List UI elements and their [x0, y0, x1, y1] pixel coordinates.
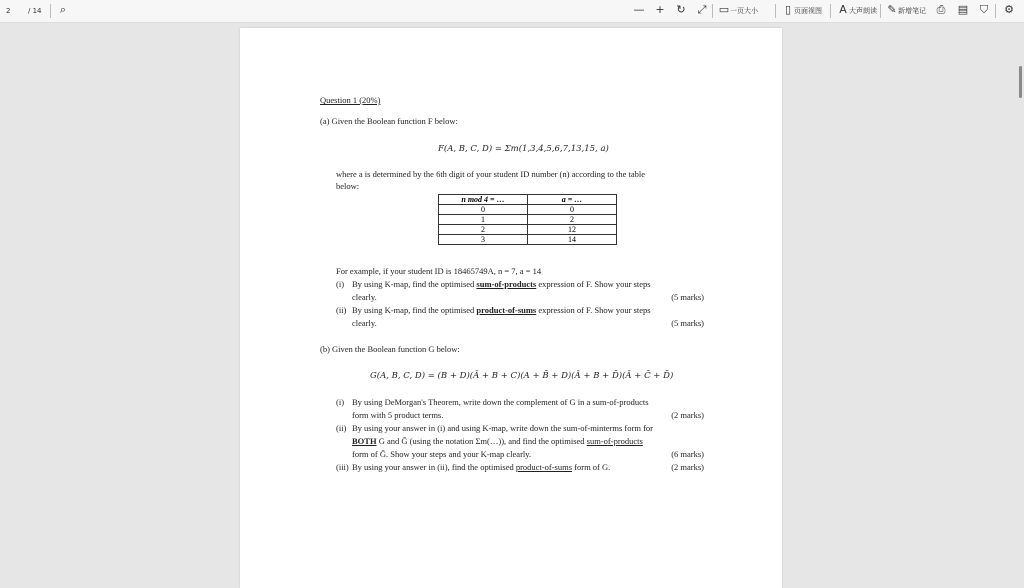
- divider: [775, 4, 776, 18]
- table-row: 1 2: [439, 215, 617, 225]
- table-header: a = …: [528, 195, 617, 205]
- function-g: G(A, B, C, D) = (B + D)(Ā + B + C)(A + B̄ + D)(Ā + B + D̄)(Ā + C̄ + D̄): [370, 371, 674, 381]
- b-ii-text-2: BOTH G and Ḡ (using the notation Σm(…)), and find the optimised sum-of-products: [352, 436, 643, 446]
- print-icon[interactable]: ⎙: [936, 3, 946, 16]
- divider: [830, 4, 831, 18]
- table-row: 3 14: [439, 235, 617, 245]
- a-i-label: (i): [336, 279, 345, 289]
- b-i-text-2: form with 5 product terms.: [352, 410, 444, 420]
- table-row: 0 0: [439, 205, 617, 215]
- search-icon[interactable]: ⌕: [59, 3, 67, 16]
- a-i-text: By using K-map, find the optimised sum-of-products expression of F. Show your steps: [352, 279, 651, 289]
- where-line-1: where a is determined by the 6th digit of your student ID number (n) according to the table: [336, 169, 645, 179]
- a-i-text-2: clearly.: [352, 292, 377, 302]
- vertical-scrollbar[interactable]: [1019, 66, 1022, 98]
- settings-icon[interactable]: ⚙: [1004, 3, 1014, 16]
- divider: [995, 4, 996, 18]
- b-iii-text: By using your answer in (ii), find the optimised product-of-sums form of G.: [352, 462, 611, 472]
- part-b-intro: (b) Given the Boolean function G below:: [320, 344, 460, 354]
- function-f: F(A, B, C, D) = Σm(1,3,4,5,6,7,13,15, a): [438, 144, 609, 154]
- b-i-marks: (2 marks): [671, 410, 704, 420]
- page-view-button[interactable]: ▭一页大小: [718, 3, 758, 16]
- zoom-out-button[interactable]: —: [633, 3, 645, 16]
- a-ii-text: By using K-map, find the optimised product-of-sums expression of F. Show your steps: [352, 305, 651, 315]
- pdf-toolbar: [0, 0, 1024, 23]
- save-as-icon[interactable]: ⛉: [979, 3, 989, 16]
- b-i-label: (i): [336, 397, 345, 407]
- read-aloud-button[interactable]: A大声朗读: [839, 3, 877, 16]
- b-i-text: By using DeMorgan's Theorem, write down the complement of G in a sum-of-products: [352, 397, 649, 407]
- divider: [880, 4, 881, 18]
- reading-view-button[interactable]: ▯ 页面视图: [784, 3, 822, 16]
- question-title: Question 1 (20%): [320, 95, 381, 105]
- a-ii-marks: (5 marks): [671, 318, 704, 328]
- b-ii-text-3: form of Ḡ. Show your steps and your K-map clearly.: [352, 449, 532, 459]
- b-iii-label: (iii): [336, 462, 349, 472]
- page-total: / 14: [28, 7, 42, 15]
- b-ii-marks: (6 marks): [671, 449, 704, 459]
- divider: [712, 4, 713, 18]
- a-ii-text-2: clearly.: [352, 318, 377, 328]
- pdf-page: [240, 28, 782, 588]
- where-line-2: below:: [336, 181, 360, 191]
- b-ii-label: (ii): [336, 423, 347, 433]
- draw-button[interactable]: ✎新增笔记: [887, 3, 926, 16]
- divider: [50, 4, 51, 18]
- save-icon[interactable]: ▤: [957, 3, 969, 16]
- a-ii-label: (ii): [336, 305, 347, 315]
- a-i-marks: (5 marks): [671, 292, 704, 302]
- page-number-input[interactable]: 2: [6, 7, 11, 15]
- table-header: n mod 4 = …: [439, 195, 528, 205]
- example-text: For example, if your student ID is 18465749A, n = 7, a = 14: [336, 266, 542, 276]
- fit-page-icon[interactable]: ⤢: [697, 3, 707, 16]
- b-ii-text: By using your answer in (i) and using K-map, write down the sum-of-minterms form for: [352, 423, 653, 433]
- table-row: 2 12: [439, 225, 617, 235]
- mod-table: [438, 194, 617, 245]
- b-iii-marks: (2 marks): [671, 462, 704, 472]
- zoom-in-button[interactable]: +: [655, 3, 665, 16]
- rotate-icon[interactable]: ↻: [676, 3, 686, 16]
- part-a-intro: (a) Given the Boolean function F below:: [320, 116, 458, 126]
